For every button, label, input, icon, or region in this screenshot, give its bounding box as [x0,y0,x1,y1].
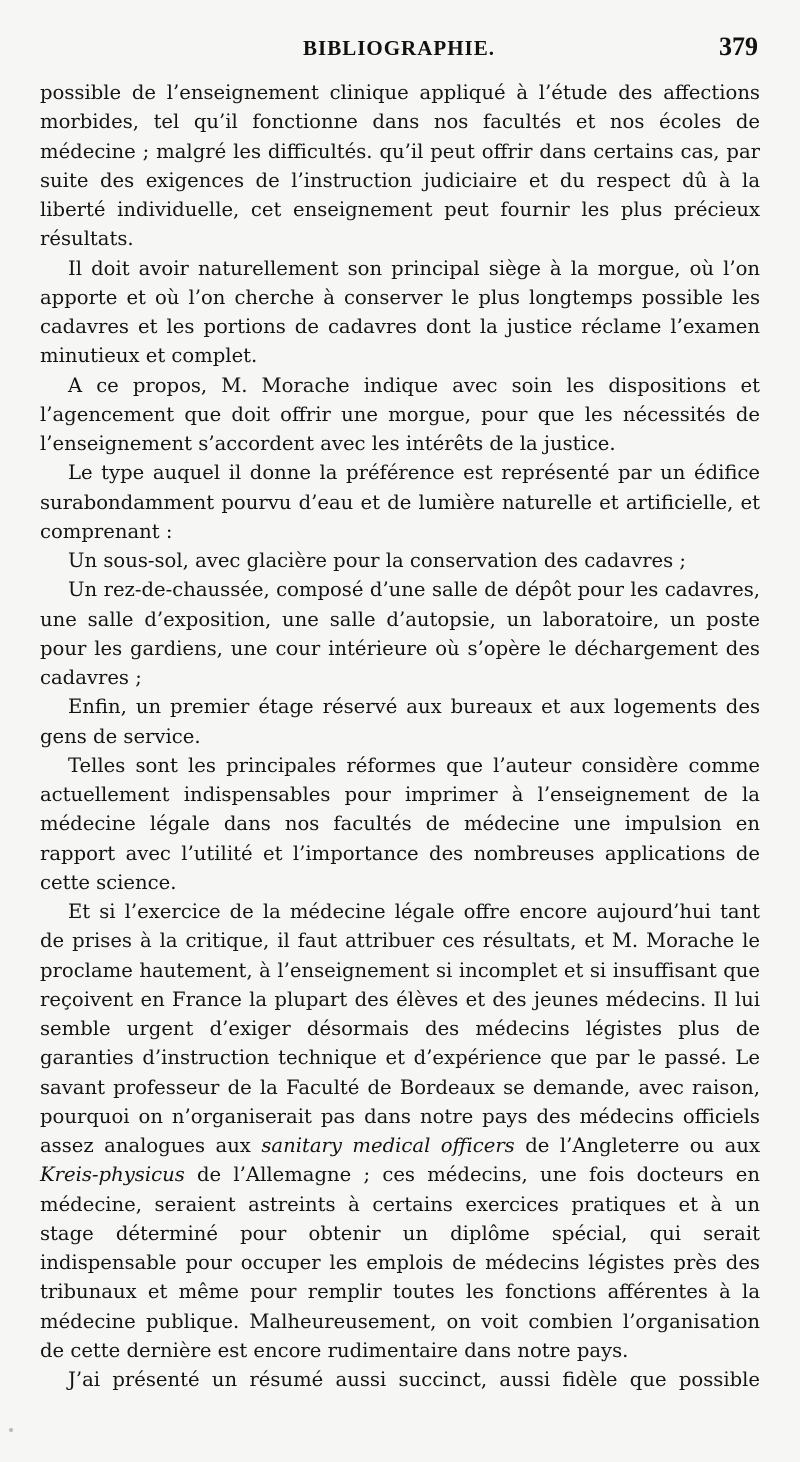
italic-term: Kreis-physicus [40,1163,185,1187]
paragraph [40,897,760,1365]
paragraph-text: de l’Angleterre ou aux [514,1134,760,1157]
paragraph: Il doit avoir naturellement son principal siège à la morgue, où l’on apporte et où l’on cherche à conserver le plus longtemps possible les cadavres et les portions de cadavres dont la justice réclame l’examen minutieux et complet. [40,256,760,368]
italic-term: sanitary medical officers [261,1134,515,1157]
paragraph: Un sous-sol, avec glacière pour la conservation des cadavres ; [68,549,687,572]
page-header [40,30,758,70]
paper-speck [9,1428,13,1432]
paragraph-text: de l’Allemagne ; ces médecins, une fois docteurs en médecine, seraient astreints à certains exercices pratiques et à un stage déterminé pour obtenir un diplôme spécial, qui serait indispensable pour occuper les emplois de médecins légistes près des tribunaux et même pour remplir toutes les fonctions afférentes à la médecine publique. Malheureusement, on voit combien l’organisation de cette dernière est encore rudimentaire dans notre pays. [40,1163,760,1362]
body-text [40,78,760,1394]
running-title: BIBLIOGRAPHIE. [303,36,495,60]
paragraph: Le type auquel il donne la préférence est représenté par un édifice surabondamment pourvu d’eau et de lumière naturelle et artificielle, et comprenant : [40,461,760,543]
paragraph: Telles sont les principales réformes que l’auteur considère comme actuellement indispensables pour imprimer à l’enseignement de la médecine légale dans nos facultés de médecine une impulsion en rapport avec l’utilité et l’importance des nombreuses applications de cette science. [40,753,760,894]
paragraph: A ce propos, M. Morache indique avec soin les dispositions et l’agencement que doit offrir une morgue, pour que les nécessités de l’enseignement s’accordent avec les intérêts de la justice. [40,373,760,455]
paragraph: possible de l’enseignement clinique appliqué à l’étude des affections morbides, tel qu’il fonctionne dans nos facultés et nos écoles de médecine ; malgré les difficultés. qu’il peut offrir dans certains cas, par suite des exigences de l’instruction judiciaire et du respect dû à la liberté individuelle, cet enseignement peut fournir les plus précieux résultats. [40,81,760,251]
paragraph: Un rez-de-chaussée, composé d’une salle de dépôt pour les cadavres, une salle d’exposition, une salle d’autopsie, un laboratoire, un poste pour les gardiens, une cour intérieure où s’opère le déchargement des cadavres ; [40,578,760,689]
paragraph: J’ai présenté un résumé aussi succinct, aussi fidèle que possible [68,1368,760,1391]
paragraph: Enfin, un premier étage réservé aux bureaux et aux logements des gens de service. [40,695,760,748]
paragraph-text: Et si l’exercice de la médecine légale offre encore aujourd’hui tant de prises à la critique, il faut attribuer ces résultats, et M. Morache le proclame hautement, à l’enseignement si incomplet et si insuffisant que reçoivent en France la plupart des élèves et des jeunes médecins. Il lui semble urgent d’exiger désormais des médecins légistes plus de garanties d’instruction technique et d’expérience que par le passé. Le savant professeur de la Faculté de Bordeaux se demande, avec raison, pourquoi on n’organiserait pas dans notre pays des médecins officiels assez analogues aux [40,900,760,1157]
page-number: 379 [719,32,758,61]
